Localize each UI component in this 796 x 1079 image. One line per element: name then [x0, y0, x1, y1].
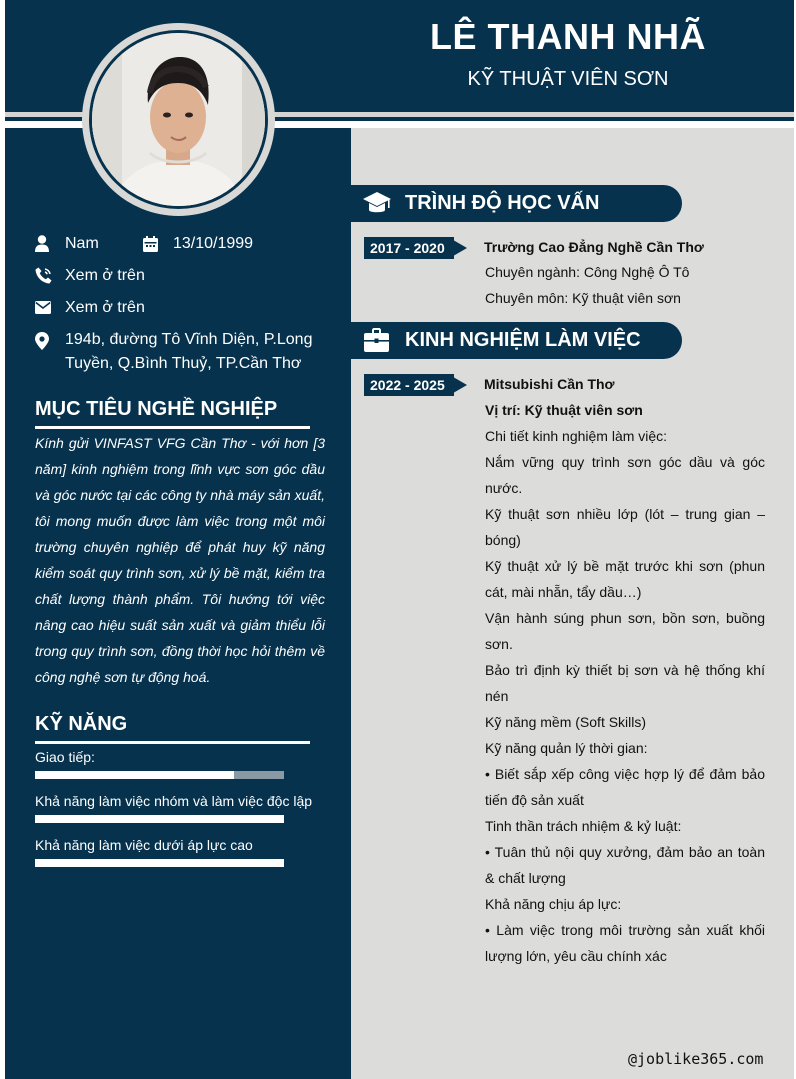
experience-line: Khả năng chịu áp lực:: [485, 896, 622, 912]
experience-line: Vận hành súng phun sơn, bồn sơn, buồng sơn.: [485, 610, 765, 652]
skill-label: Khả năng làm việc nhóm và làm việc độc lập: [35, 793, 313, 809]
experience-line: • Làm việc trong môi trường sản xuất khối lượng lớn, yêu cầu chính xác: [485, 922, 765, 964]
phone-value: Xem ở trên: [65, 267, 145, 284]
skill-bar: [35, 771, 284, 779]
address-line-2: Tuyền, Q.Bình Thuỷ, TP.Cần Thơ: [65, 355, 302, 372]
experience-date: 2022 - 2025: [364, 374, 454, 396]
skill-label: Giao tiếp:: [35, 749, 95, 765]
graduation-cap-icon: [363, 191, 391, 216]
experience-position: Vị trí: Kỹ thuật viên sơn: [485, 402, 643, 418]
objective-heading: MỤC TIÊU NGHỀ NGHIỆP: [35, 398, 278, 420]
education-major: Chuyên ngành: Công Nghệ Ô Tô: [485, 264, 690, 280]
candidate-name: LÊ THANH NHÃ: [430, 16, 706, 57]
education-date: 2017 - 2020: [364, 237, 454, 259]
gender-value: Nam: [65, 235, 99, 252]
education-date-arrow: [448, 237, 467, 259]
experience-line: Kỹ thuật xử lý bề mặt trước khi sơn (phun cát, mài nhẵn, tẩy dầu…): [485, 558, 765, 600]
skills-rule: [35, 741, 310, 744]
birthday-value: 13/10/1999: [173, 235, 254, 252]
skill-bar-remainder: [234, 771, 284, 779]
phone-icon: [35, 267, 52, 284]
footer-handle: @joblike365.com: [628, 1050, 764, 1068]
experience-date-arrow: [448, 374, 467, 396]
experience-line: Nắm vững quy trình sơn góc dầu và góc nước.: [485, 454, 765, 496]
experience-line: • Tuân thủ nội quy xưởng, đảm bảo an toàn & chất lượng: [485, 844, 765, 886]
skill-label: Khả năng làm việc dưới áp lực cao: [35, 837, 253, 853]
address-line-1: 194b, đường Tô Vĩnh Diện, P.Long: [65, 331, 313, 348]
skill-bar-fill: [35, 859, 284, 867]
education-heading: TRÌNH ĐỘ HỌC VẤN: [405, 192, 600, 214]
experience-line: Tinh thần trách nhiệm & kỷ luật:: [485, 818, 682, 834]
experience-line: Kỹ năng mềm (Soft Skills): [485, 714, 647, 730]
skill-bar: [35, 815, 284, 823]
objective-rule: [35, 426, 310, 429]
education-school: Trường Cao Đẳng Nghề Cần Thơ: [484, 239, 704, 255]
experience-line: Kỹ thuật sơn nhiều lớp (lót – trung gian – bóng): [485, 506, 765, 548]
experience-line: Bảo trì định kỳ thiết bị sơn và hệ thống khí nén: [485, 662, 765, 704]
skills-heading: KỸ NĂNG: [35, 713, 128, 735]
calendar-icon: [143, 236, 158, 252]
experience-heading: KINH NGHIỆM LÀM VIỆC: [405, 329, 641, 351]
experience-details: [485, 423, 765, 969]
skill-bar-fill: [35, 815, 284, 823]
briefcase-icon: [364, 328, 389, 352]
experience-line: Kỹ năng quản lý thời gian:: [485, 740, 648, 756]
experience-line: Chi tiết kinh nghiệm làm việc:: [485, 428, 668, 444]
education-specialty: Chuyên môn: Kỹ thuật viên sơn: [485, 290, 681, 306]
skill-bar: [35, 859, 284, 867]
skill-bar-fill: [35, 771, 234, 779]
experience-company: Mitsubishi Cần Thơ: [484, 376, 615, 392]
envelope-icon: [35, 301, 51, 314]
location-pin-icon: [35, 332, 49, 350]
job-title: KỸ THUẬT VIÊN SƠN: [467, 68, 669, 90]
experience-line: • Biết sắp xếp công việc hợp lý để đảm bảo tiến độ sản xuất: [485, 766, 765, 808]
objective-text: Kính gửi VINFAST VFG Cần Thơ - với hơn [3 năm] kinh nghiệm trong lĩnh vực sơn góc dầu và góc nước tại các công ty nhà máy sản xuất, tôi mong muốn được làm việc trong một môi trường chuyên nghiệp để phát huy kỹ năng kiểm soát quy trình sơn, xử lý bề mặt, kiểm tra chất lượng thành phẩm. Tôi hướng tới việc nâng cao hiệu suất sản xuất và giảm thiểu lỗi trong quy trình sơn, đồng thời học hỏi thêm về công nghệ sơn tự động hoá.: [35, 435, 325, 685]
person-icon: [35, 235, 49, 252]
email-value: Xem ở trên: [65, 299, 145, 316]
avatar: [92, 33, 265, 206]
